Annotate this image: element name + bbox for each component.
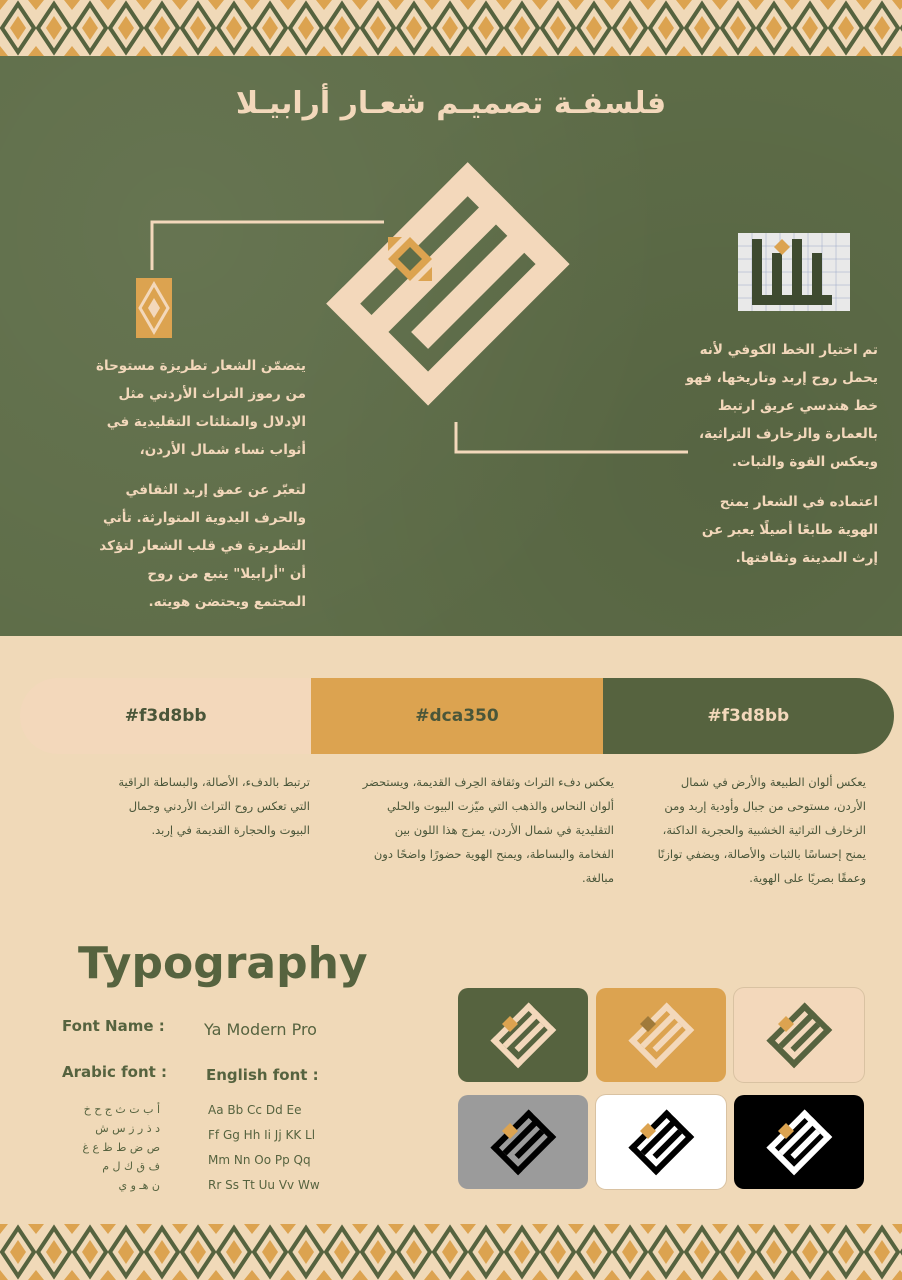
embroidery-paragraph-2: لتعبّر عن عمق إربد الثقافي والحرف اليدوية المتوارثة. تأتي التطريزة في قلب الشعار لتؤكد أن "أرابيلا" ينبع من روح المجتمع ويحتضن هويته. <box>99 482 306 610</box>
arabic-font-label: Arabic font : <box>62 1063 168 1081</box>
arabic-line: د ذ ر ز س ش <box>95 1122 160 1135</box>
english-glyphs <box>208 1098 320 1198</box>
kufi-paragraph-1: تم اختيار الخط الكوفي لأنه يحمل روح إربد وتاريخها، فهو خط هندسي عريق ارتبط بالعمارة والزخارف التراثية، ويعكس القوة والثبات. <box>685 342 878 470</box>
arabic-line: ص ض ط ظ ع غ <box>82 1141 160 1154</box>
english-line: Ff Gg Hh Ii Jj KK Ll <box>208 1128 316 1142</box>
logo-variant-tile <box>458 1095 588 1189</box>
logo-mark-icon <box>626 1107 696 1177</box>
color-palette <box>20 678 894 754</box>
logo-mark-icon <box>488 1107 558 1177</box>
logo-mark-icon <box>626 1000 696 1070</box>
font-name-label: Font Name : <box>62 1017 165 1035</box>
logo-mark-icon <box>764 1000 834 1070</box>
olive-description: يعكس ألوان الطبيعة والأرض في شمال الأردن، مستوحى من جبال وأودية إربد ومن الزخارف التراثية الخشبية والحجرية الداكنة، يمنح إحساسًا بالثبات والأصالة، ويضفي توازنًا وعمقًا بصريًا على الهوية. <box>657 775 866 885</box>
logo-variant-tile <box>458 988 588 1082</box>
english-line: Mm Nn Oo Pp Qq <box>208 1153 311 1167</box>
typography-title: Typography <box>78 938 368 989</box>
embroidery-paragraph-1: يتضمّن الشعار تطريزة مستوحاة من رموز التراث الأردني مثل الإدلال والمثلثات التقليدية في أثواب نساء شمال الأردن، <box>96 358 306 458</box>
ornament-pattern-top <box>0 0 902 56</box>
english-font-label: English font : <box>206 1066 319 1084</box>
swatch-gold <box>311 678 602 754</box>
ornament-pattern-bottom <box>0 1224 902 1280</box>
gold-description: يعكس دفء التراث وثقافة الحِرف القديمة، ويستحضر ألوان النحاس والذهب التي ميّزت البيوت والحلي التقليدية في شمال الأردن، يمزج هذا اللون بين الفخامة والبساطة، ويمنح الهوية حضورًا واضحًا دون مبالغة. <box>362 775 614 885</box>
arabic-line: ف ق ك ل م <box>102 1160 160 1173</box>
logo-variant-tile <box>596 988 726 1082</box>
connector-line-right <box>452 418 692 458</box>
arabic-line: ن هـ و ي <box>118 1179 160 1192</box>
logo-variant-tile <box>734 988 864 1082</box>
swatch-cream <box>20 678 311 754</box>
logo-variant-tile <box>734 1095 864 1189</box>
swatch-gold-label: #dca350 <box>415 706 499 726</box>
arabic-line: أ ب ت ث ج ح خ <box>83 1103 160 1116</box>
arabic-glyphs <box>70 1100 160 1195</box>
embroidery-icon <box>136 278 172 338</box>
bottom-pattern-border <box>0 1224 902 1280</box>
kufi-paragraph-2: اعتماده في الشعار يمنح الهوية طابعًا أصيلًا يعبر عن إرث المدينة وثقافتها. <box>701 494 878 566</box>
cream-description: ترتبط بالدفء، الأصالة، والبساطة الراقية التي تعكس روح التراث الأردني وجمال البيوت والحجارة القديمة في إربد. <box>118 775 310 837</box>
english-line: Rr Ss Tt Uu Vv Ww <box>208 1178 320 1192</box>
top-pattern-border <box>0 0 902 56</box>
logo-grid-icon <box>738 233 850 311</box>
page-title: فلسفـة تصميـم شعـار أرابيـلا <box>235 86 667 121</box>
english-line: Aa Bb Cc Dd Ee <box>208 1103 302 1117</box>
kufi-description <box>682 336 878 584</box>
embroidery-motif <box>388 237 432 281</box>
connector-line-left <box>148 218 388 278</box>
swatch-olive-label: #f3d8bb <box>707 706 790 726</box>
logo-variant-tile <box>596 1095 726 1189</box>
logo-mark-icon <box>764 1107 834 1177</box>
font-name-value: Ya Modern Pro <box>204 1020 317 1039</box>
embroidery-description <box>96 352 306 628</box>
hero-section <box>0 56 902 636</box>
swatch-cream-label: #f3d8bb <box>124 706 207 726</box>
logo-mark-icon <box>488 1000 558 1070</box>
main-logo <box>310 151 590 421</box>
swatch-olive <box>603 678 894 754</box>
